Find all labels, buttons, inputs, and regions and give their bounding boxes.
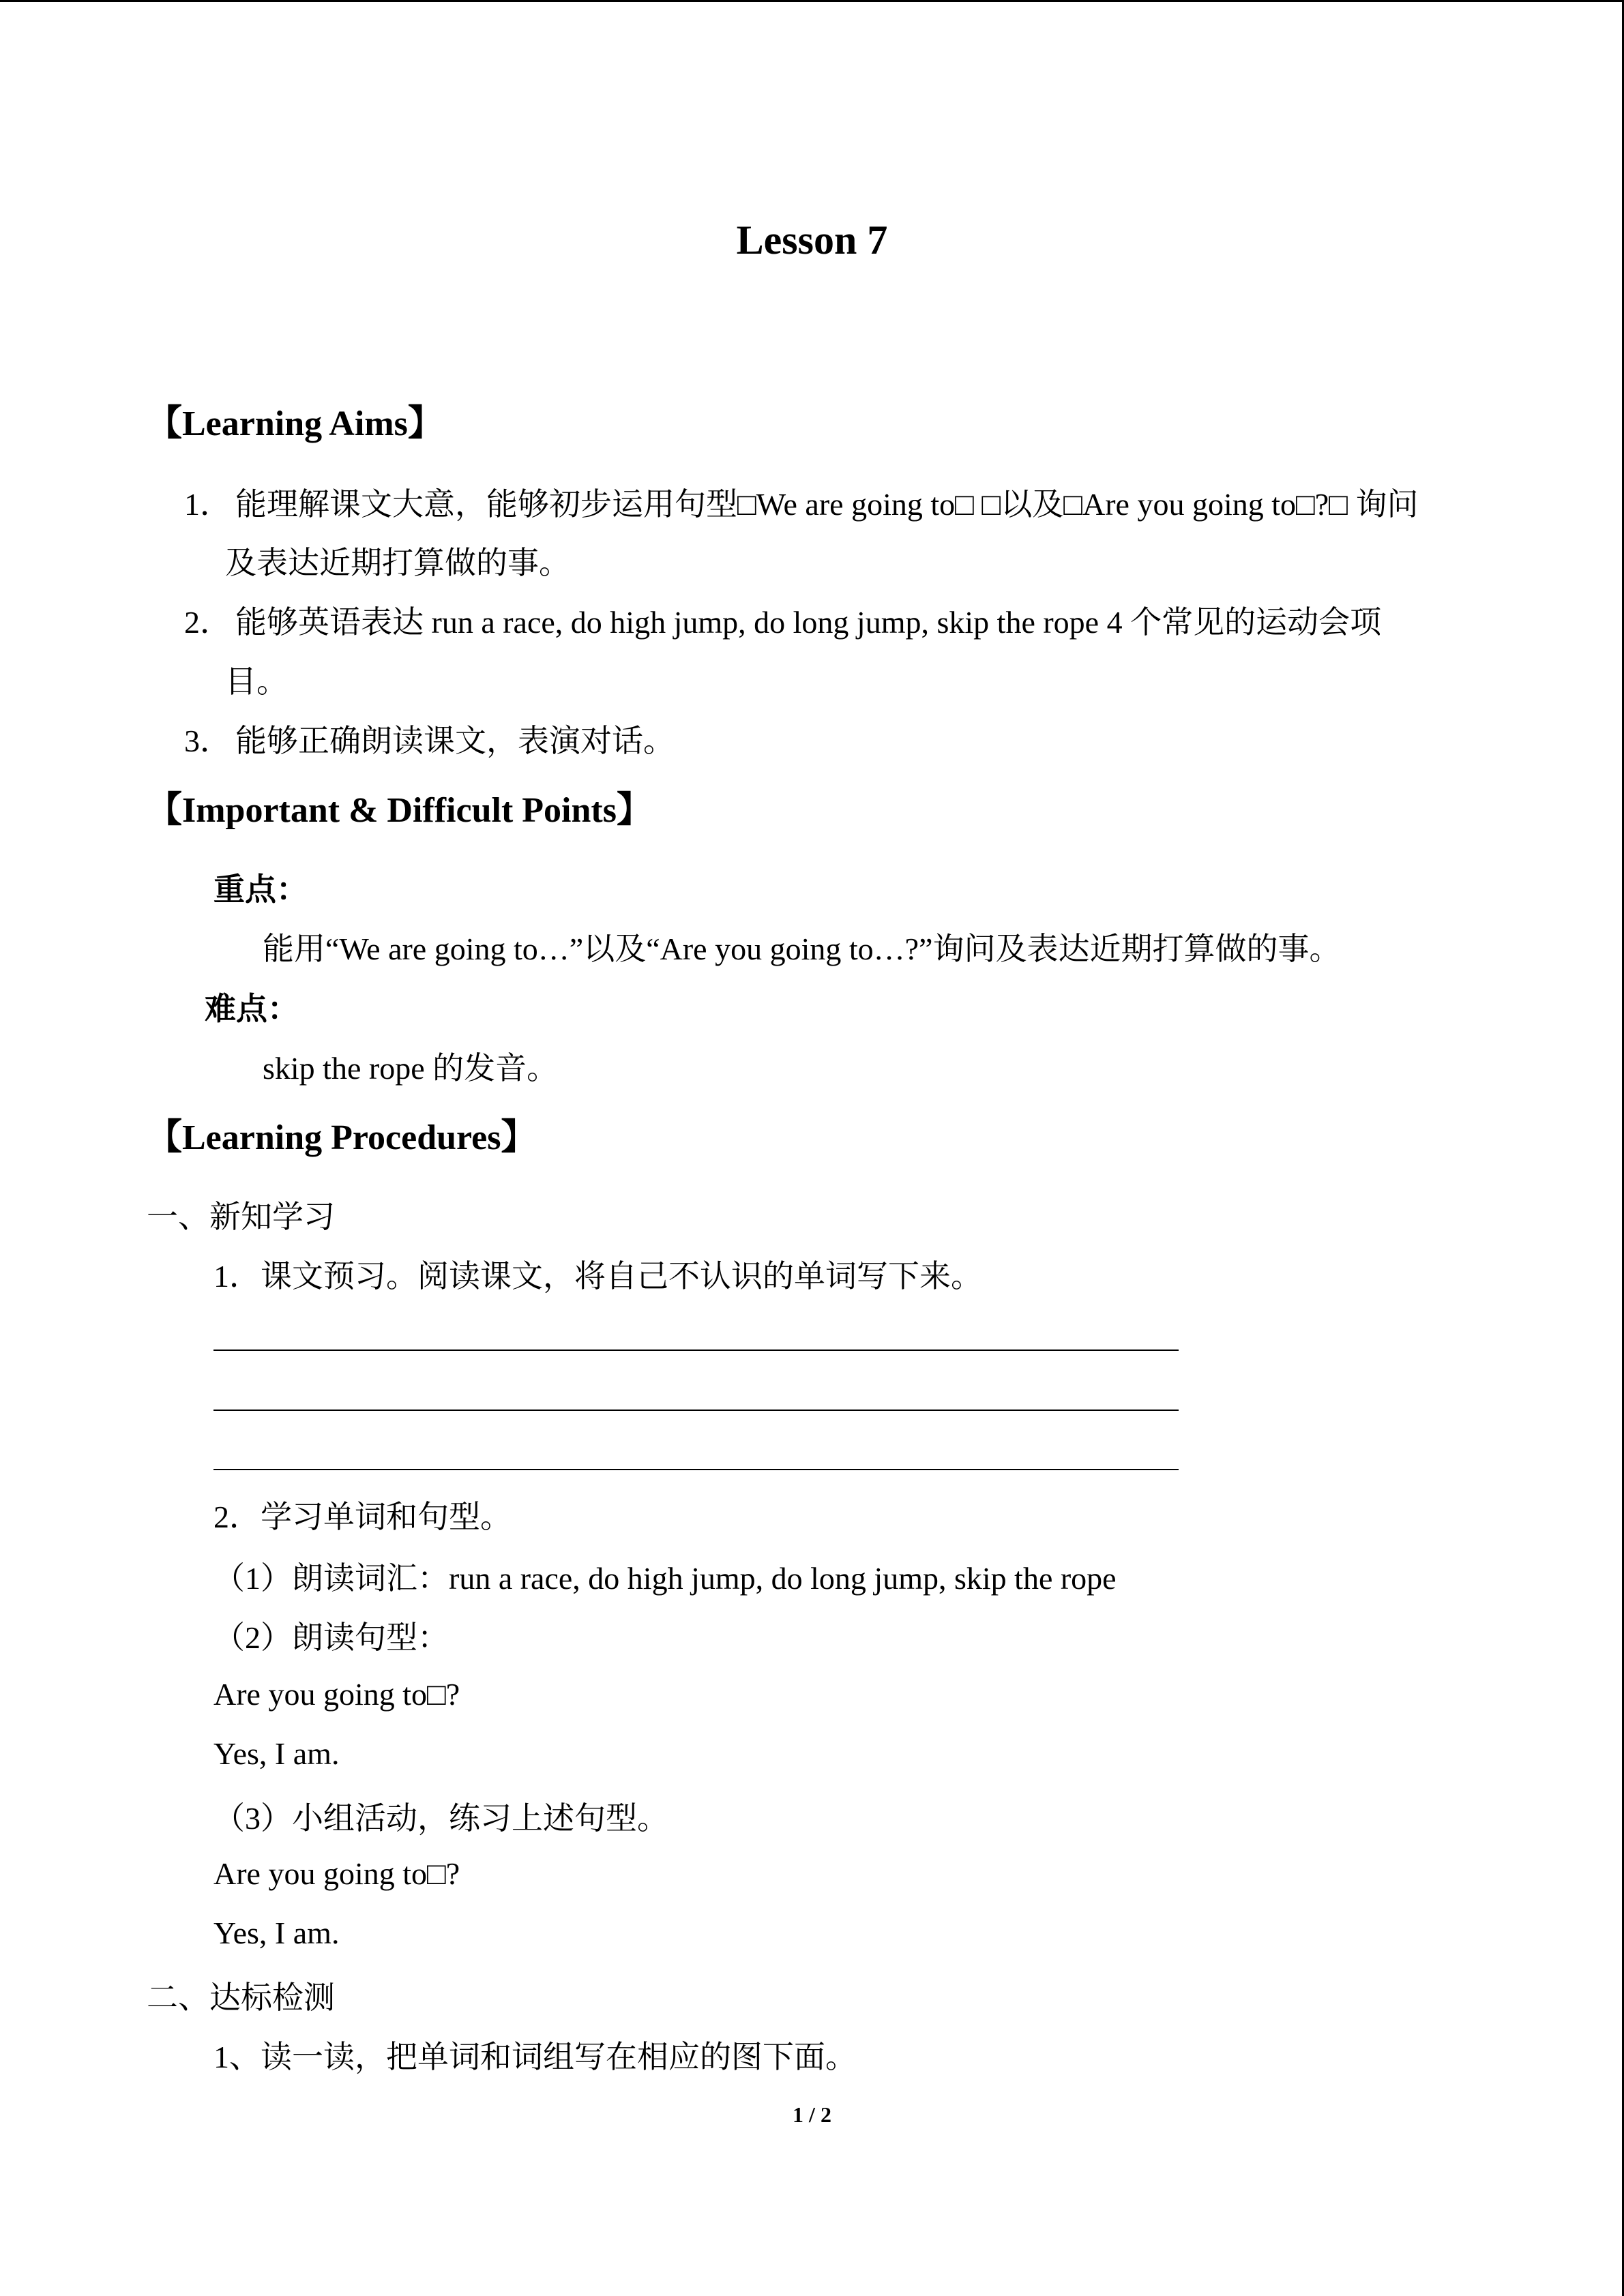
answer-line-1[interactable] xyxy=(213,1350,1179,1351)
sub-item-2: （2）朗读句型： xyxy=(213,1620,449,1655)
key-point-label: 重点： xyxy=(213,872,308,907)
answer-1: Yes, I am. xyxy=(213,1736,340,1771)
sub-item-3: （3）小组活动，练习上述句型。 xyxy=(213,1801,668,1836)
answer-line-3[interactable] xyxy=(213,1469,1179,1470)
aim-3-line-1: 能够正确朗读课文，表演对话。 xyxy=(235,724,675,758)
learning-aims-heading: 【Learning Aims】 xyxy=(147,404,443,443)
aim-1-line-1: 能理解课文大意，能够初步运用句型□We are going to□ □以及□Are you going to□?□ 询问 xyxy=(235,487,1419,522)
part-2-item-1: 1、读一读，把单词和词组写在相应的图下面。 xyxy=(213,2040,857,2074)
difficult-point-label: 难点： xyxy=(205,992,299,1026)
key-point-text: 能用“We are going to…”以及“Are you going to…?”询问及表达近期打算做的事。 xyxy=(263,931,1341,966)
aim-2-number: 2． xyxy=(184,605,231,640)
page-title: Lesson 7 xyxy=(736,218,888,263)
part-1-item-1: 1．课文预习。阅读课文，将自己不认识的单词写下来。 xyxy=(213,1259,982,1294)
question-2: Are you going to□? xyxy=(213,1856,460,1891)
page-number: 1 / 2 xyxy=(793,2102,831,2127)
aim-1-number: 1． xyxy=(184,487,231,522)
answer-2: Yes, I am. xyxy=(213,1915,340,1950)
part-2-label: 二、达标检测 xyxy=(147,1980,335,2015)
part-1-item-2: 2．学习单词和句型。 xyxy=(213,1500,512,1534)
difficult-point-text: skip the rope 的发音。 xyxy=(263,1051,559,1086)
part-1-label: 一、新知学习 xyxy=(147,1199,335,1234)
aim-3-number: 3． xyxy=(184,724,231,758)
sub-item-1: （1）朗读词汇：run a race, do high jump, do long jump, skip the rope xyxy=(213,1561,1117,1596)
important-difficult-heading: 【Important & Difficult Points】 xyxy=(147,791,652,830)
aim-2-line-2: 目。 xyxy=(225,664,288,699)
aim-2-line-1: 能够英语表达 run a race, do high jump, do long jump, skip the rope 4 个常见的运动会项 xyxy=(235,605,1382,640)
learning-procedures-heading: 【Learning Procedures】 xyxy=(147,1118,537,1157)
question-1: Are you going to□? xyxy=(213,1677,460,1712)
aim-1-line-2: 及表达近期打算做的事。 xyxy=(225,546,570,580)
answer-line-2[interactable] xyxy=(213,1410,1179,1411)
